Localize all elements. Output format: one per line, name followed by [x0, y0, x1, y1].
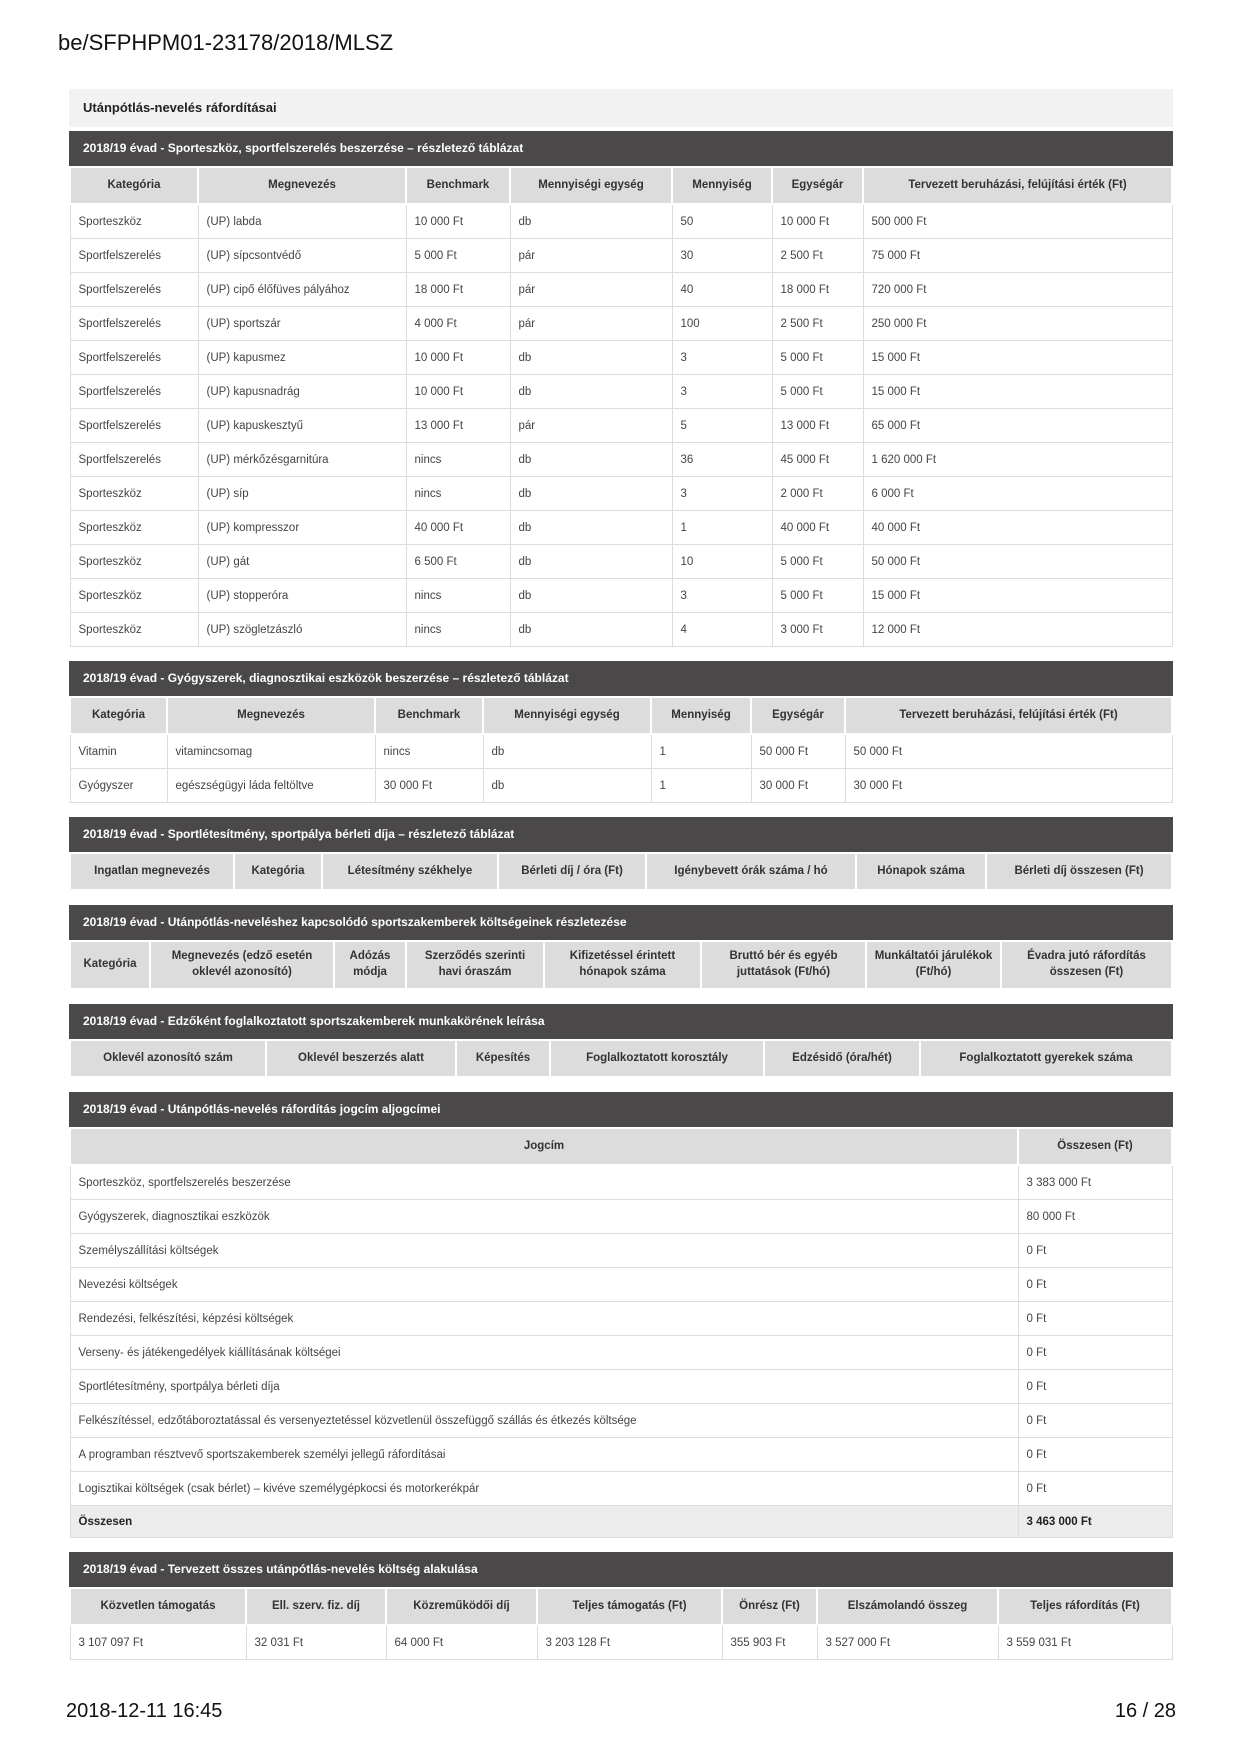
- table-cell: 30 000 Ft: [845, 769, 1172, 803]
- table-cell: (UP) stopperóra: [198, 579, 406, 613]
- table-cell: 50: [672, 204, 772, 239]
- table-cell: 2 500 Ft: [772, 239, 863, 273]
- table-cell: 40 000 Ft: [863, 511, 1172, 545]
- table-cell: (UP) síp: [198, 477, 406, 511]
- table-row: [70, 341, 1172, 375]
- column-header: Jogcím: [70, 1128, 1018, 1165]
- table-cell: Sportfelszerelés: [70, 409, 198, 443]
- table-header-row: [70, 697, 1172, 734]
- table-cell: (UP) cipő élőfüves pályához: [198, 273, 406, 307]
- table-cell: 12 000 Ft: [863, 613, 1172, 647]
- table-row: [70, 1302, 1172, 1336]
- section-medical: [69, 661, 1173, 803]
- column-header: Benchmark: [375, 697, 483, 734]
- column-header: Megnevezés (edző esetén oklevél azonosító): [150, 941, 334, 989]
- table-cell: Felkészítéssel, edzőtáboroztatással és versenyeztetéssel közvetlenül összefüggő szállás és étkezés költsége: [70, 1404, 1018, 1438]
- rental-table: [69, 852, 1173, 891]
- column-header: Adózás módja: [334, 941, 406, 989]
- table-cell: 2 500 Ft: [772, 307, 863, 341]
- table-cell: (UP) kapusnadrág: [198, 375, 406, 409]
- section-title: 2018/19 évad - Sportlétesítmény, sportpálya bérleti díja – részletező táblázat: [69, 817, 1173, 852]
- table-cell: 80 000 Ft: [1018, 1200, 1172, 1234]
- table-header-row: [70, 941, 1172, 989]
- table-cell: 36: [672, 443, 772, 477]
- table-cell: 3: [672, 375, 772, 409]
- table-cell: (UP) sportszár: [198, 307, 406, 341]
- table-cell: 1: [651, 769, 751, 803]
- total-label: Összesen: [70, 1506, 1018, 1538]
- table-cell: 0 Ft: [1018, 1268, 1172, 1302]
- column-header: Teljes támogatás (Ft): [537, 1588, 722, 1625]
- table-cell: 10 000 Ft: [772, 204, 863, 239]
- table-cell: nincs: [375, 734, 483, 769]
- table-row: [70, 1472, 1172, 1506]
- table-cell: 75 000 Ft: [863, 239, 1172, 273]
- page-title: Utánpótlás-nevelés ráfordításai: [69, 89, 1173, 127]
- table-header-row: [70, 1128, 1172, 1165]
- table-cell: vitamincsomag: [167, 734, 375, 769]
- page-number: 16 / 28: [1114, 1700, 1176, 1722]
- table-row: [70, 1234, 1172, 1268]
- table-row: [70, 409, 1172, 443]
- column-header: Tervezett beruházási, felújítási érték (Ft): [845, 697, 1172, 734]
- table-cell: 50 000 Ft: [845, 734, 1172, 769]
- table-cell: 65 000 Ft: [863, 409, 1172, 443]
- column-header: Közreműködői díj: [386, 1588, 537, 1625]
- table-header-row: [70, 1588, 1172, 1625]
- table-cell: pár: [510, 409, 672, 443]
- table-cell: Gyógyszer: [70, 769, 167, 803]
- column-header: Kifizetéssel érintett hónapok száma: [544, 941, 701, 989]
- column-header: Foglalkoztatott gyerekek száma: [920, 1040, 1172, 1077]
- table-header-row: [70, 1040, 1172, 1077]
- table-cell: Sportfelszerelés: [70, 273, 198, 307]
- table-cell: A programban résztvevő sportszakemberek személyi jellegű ráfordításai: [70, 1438, 1018, 1472]
- column-header: Mennyiség: [651, 697, 751, 734]
- table-cell: nincs: [406, 443, 510, 477]
- table-row: [70, 375, 1172, 409]
- column-header: Igénybevett órák száma / hó: [646, 853, 856, 890]
- table-cell: Sportfelszerelés: [70, 375, 198, 409]
- column-header: Ell. szerv. fiz. díj: [246, 1588, 386, 1625]
- table-cell: 3 000 Ft: [772, 613, 863, 647]
- table-cell: 40 000 Ft: [406, 511, 510, 545]
- column-header: Benchmark: [406, 167, 510, 204]
- section-planned-total: [69, 1552, 1173, 1660]
- table-cell: 10 000 Ft: [406, 375, 510, 409]
- table-cell: Sportlétesítmény, sportpálya bérleti díja: [70, 1370, 1018, 1404]
- table-cell: 3: [672, 341, 772, 375]
- column-header: Bérleti díj / óra (Ft): [498, 853, 646, 890]
- table-cell: 50 000 Ft: [751, 734, 845, 769]
- table-cell: db: [510, 375, 672, 409]
- table-cell: 50 000 Ft: [863, 545, 1172, 579]
- table-cell: (UP) sípcsontvédő: [198, 239, 406, 273]
- table-cell: 15 000 Ft: [863, 341, 1172, 375]
- column-header: Képesítés: [456, 1040, 550, 1077]
- table-cell: nincs: [406, 613, 510, 647]
- column-header: Kategória: [70, 167, 198, 204]
- table-row: [70, 477, 1172, 511]
- table-cell: Vitamin: [70, 734, 167, 769]
- table-cell: 0 Ft: [1018, 1336, 1172, 1370]
- table-cell: Sportfelszerelés: [70, 443, 198, 477]
- table-cell: (UP) kapusmez: [198, 341, 406, 375]
- table-cell: 13 000 Ft: [406, 409, 510, 443]
- table-cell: pár: [510, 239, 672, 273]
- table-cell: db: [483, 734, 651, 769]
- table-cell: 0 Ft: [1018, 1438, 1172, 1472]
- section-rental: [69, 817, 1173, 891]
- column-header: Elszámolandó összeg: [817, 1588, 998, 1625]
- table-cell: db: [510, 613, 672, 647]
- planned-total-table: [69, 1587, 1173, 1660]
- column-header: Foglalkoztatott korosztály: [550, 1040, 764, 1077]
- table-cell: 0 Ft: [1018, 1370, 1172, 1404]
- table-cell: (UP) gát: [198, 545, 406, 579]
- table-header-row: [70, 853, 1172, 890]
- table-cell: 3: [672, 477, 772, 511]
- column-header: Bruttó bér és egyéb juttatások (Ft/hó): [701, 941, 866, 989]
- table-cell: pár: [510, 273, 672, 307]
- table-cell: Sporteszköz: [70, 204, 198, 239]
- total-row: [70, 1506, 1172, 1538]
- column-header: Tervezett beruházási, felújítási érték (Ft): [863, 167, 1172, 204]
- table-cell: 5: [672, 409, 772, 443]
- table-cell: Nevezési költségek: [70, 1268, 1018, 1302]
- content: [69, 89, 1173, 1674]
- table-row: [70, 443, 1172, 477]
- table-row: [70, 1370, 1172, 1404]
- table-cell: 15 000 Ft: [863, 579, 1172, 613]
- table-cell: Sporteszköz: [70, 477, 198, 511]
- table-row: [70, 734, 1172, 769]
- table-cell: 45 000 Ft: [772, 443, 863, 477]
- table-row: [70, 239, 1172, 273]
- column-header: Ingatlan megnevezés: [70, 853, 234, 890]
- table-cell: 10 000 Ft: [406, 341, 510, 375]
- coach-roles-table: [69, 1039, 1173, 1078]
- table-cell: 13 000 Ft: [772, 409, 863, 443]
- table-cell: db: [510, 579, 672, 613]
- column-header: Mennyiségi egység: [510, 167, 672, 204]
- column-header: Mennyiségi egység: [483, 697, 651, 734]
- table-cell: 720 000 Ft: [863, 273, 1172, 307]
- table-cell: 5 000 Ft: [772, 341, 863, 375]
- column-header: Létesítmény székhelye: [322, 853, 498, 890]
- table-cell: 355 903 Ft: [722, 1625, 817, 1660]
- table-cell: 3 203 128 Ft: [537, 1625, 722, 1660]
- section-subtitles: [69, 1092, 1173, 1538]
- column-header: Bérleti díj összesen (Ft): [986, 853, 1172, 890]
- table-cell: 18 000 Ft: [772, 273, 863, 307]
- table-cell: nincs: [406, 477, 510, 511]
- column-header: Összesen (Ft): [1018, 1128, 1172, 1165]
- table-cell: 500 000 Ft: [863, 204, 1172, 239]
- table-cell: nincs: [406, 579, 510, 613]
- table-cell: 3 527 000 Ft: [817, 1625, 998, 1660]
- table-cell: Személyszállítási költségek: [70, 1234, 1018, 1268]
- staff-costs-table: [69, 940, 1173, 990]
- table-cell: db: [510, 204, 672, 239]
- section-title: 2018/19 évad - Utánpótlás-neveléshez kapcsolódó sportszakemberek költségeinek részletezése: [69, 905, 1173, 940]
- section-coach-roles: [69, 1004, 1173, 1078]
- table-cell: 3 107 097 Ft: [70, 1625, 246, 1660]
- table-cell: 64 000 Ft: [386, 1625, 537, 1660]
- table-cell: 0 Ft: [1018, 1472, 1172, 1506]
- table-cell: 3: [672, 579, 772, 613]
- table-cell: db: [510, 341, 672, 375]
- table-cell: 5 000 Ft: [406, 239, 510, 273]
- table-cell: 0 Ft: [1018, 1404, 1172, 1438]
- table-cell: db: [483, 769, 651, 803]
- table-cell: 40 000 Ft: [772, 511, 863, 545]
- table-cell: pár: [510, 307, 672, 341]
- table-cell: 1: [651, 734, 751, 769]
- column-header: Megnevezés: [198, 167, 406, 204]
- medical-table: [69, 696, 1173, 803]
- table-cell: 32 031 Ft: [246, 1625, 386, 1660]
- table-row: [70, 769, 1172, 803]
- section-title: 2018/19 évad - Tervezett összes utánpótlás-nevelés költség alakulása: [69, 1552, 1173, 1587]
- table-cell: 1 620 000 Ft: [863, 443, 1172, 477]
- section-title: 2018/19 évad - Gyógyszerek, diagnosztikai eszközök beszerzése – részletező táblázat: [69, 661, 1173, 696]
- table-row: [70, 579, 1172, 613]
- column-header: Kategória: [234, 853, 322, 890]
- table-cell: 6 500 Ft: [406, 545, 510, 579]
- column-header: Munkáltatói járulékok (Ft/hó): [866, 941, 1001, 989]
- table-row: [70, 1200, 1172, 1234]
- table-row: [70, 273, 1172, 307]
- document-id: be/SFPHPM01-23178/2018/MLSZ: [58, 30, 394, 55]
- table-cell: db: [510, 443, 672, 477]
- table-cell: Sporteszköz: [70, 511, 198, 545]
- table-cell: 250 000 Ft: [863, 307, 1172, 341]
- table-cell: Sporteszköz, sportfelszerelés beszerzése: [70, 1165, 1018, 1200]
- column-header: Egységár: [751, 697, 845, 734]
- table-cell: Sporteszköz: [70, 613, 198, 647]
- table-cell: (UP) kompresszor: [198, 511, 406, 545]
- table-cell: 6 000 Ft: [863, 477, 1172, 511]
- column-header: Hónapok száma: [856, 853, 986, 890]
- column-header: Közvetlen támogatás: [70, 1588, 246, 1625]
- equipment-rows: [70, 204, 1172, 647]
- table-cell: egészségügyi láda feltöltve: [167, 769, 375, 803]
- table-row: [70, 1268, 1172, 1302]
- column-header: Kategória: [70, 697, 167, 734]
- table-header-row: [70, 167, 1172, 204]
- table-cell: 2 000 Ft: [772, 477, 863, 511]
- table-cell: 5 000 Ft: [772, 579, 863, 613]
- table-row: [70, 545, 1172, 579]
- subtitles-table: [69, 1127, 1173, 1538]
- column-header: Évadra jutó ráfordítás összesen (Ft): [1001, 941, 1172, 989]
- table-cell: 18 000 Ft: [406, 273, 510, 307]
- section-equipment: [69, 131, 1173, 647]
- table-cell: db: [510, 511, 672, 545]
- table-cell: (UP) labda: [198, 204, 406, 239]
- table-row: [70, 1336, 1172, 1370]
- table-cell: Sportfelszerelés: [70, 239, 198, 273]
- subtitles-rows: [70, 1165, 1172, 1506]
- column-header: Oklevél azonosító szám: [70, 1040, 266, 1077]
- table-row: [70, 1404, 1172, 1438]
- table-cell: 10: [672, 545, 772, 579]
- table-cell: 4 000 Ft: [406, 307, 510, 341]
- table-cell: Sportfelszerelés: [70, 307, 198, 341]
- table-cell: 1: [672, 511, 772, 545]
- column-header: Megnevezés: [167, 697, 375, 734]
- table-cell: Logisztikai költségek (csak bérlet) – kivéve személygépkocsi és motorkerékpár: [70, 1472, 1018, 1506]
- table-cell: 40: [672, 273, 772, 307]
- table-cell: db: [510, 545, 672, 579]
- table-cell: 5 000 Ft: [772, 375, 863, 409]
- table-row: [70, 307, 1172, 341]
- column-header: Önrész (Ft): [722, 1588, 817, 1625]
- table-cell: 100: [672, 307, 772, 341]
- column-header: Kategória: [70, 941, 150, 989]
- table-cell: Gyógyszerek, diagnosztikai eszközök: [70, 1200, 1018, 1234]
- planned-total-rows: [70, 1625, 1172, 1660]
- section-title: 2018/19 évad - Sporteszköz, sportfelszerelés beszerzése – részletező táblázat: [69, 131, 1173, 166]
- table-cell: Verseny- és játékengedélyek kiállításának költségei: [70, 1336, 1018, 1370]
- column-header: Edzésidő (óra/hét): [764, 1040, 920, 1077]
- table-cell: 15 000 Ft: [863, 375, 1172, 409]
- table-cell: 3 559 031 Ft: [998, 1625, 1172, 1660]
- section-title: 2018/19 évad - Edzőként foglalkoztatott sportszakemberek munkakörének leírása: [69, 1004, 1173, 1039]
- table-cell: 30 000 Ft: [375, 769, 483, 803]
- footer-date: 2018-12-11 16:45: [66, 1700, 223, 1722]
- table-cell: 4: [672, 613, 772, 647]
- table-cell: Sporteszköz: [70, 545, 198, 579]
- column-header: Mennyiség: [672, 167, 772, 204]
- table-cell: 0 Ft: [1018, 1302, 1172, 1336]
- table-row: [70, 1165, 1172, 1200]
- table-row: [70, 1438, 1172, 1472]
- equipment-table: [69, 166, 1173, 647]
- table-cell: db: [510, 477, 672, 511]
- table-cell: 3 383 000 Ft: [1018, 1165, 1172, 1200]
- table-cell: (UP) mérkőzésgarnitúra: [198, 443, 406, 477]
- table-cell: (UP) kapuskesztyű: [198, 409, 406, 443]
- table-cell: 10 000 Ft: [406, 204, 510, 239]
- column-header: Oklevél beszerzés alatt: [266, 1040, 456, 1077]
- column-header: Egységár: [772, 167, 863, 204]
- table-cell: Sporteszköz: [70, 579, 198, 613]
- table-row: [70, 511, 1172, 545]
- section-staff-costs: [69, 905, 1173, 990]
- table-row: [70, 204, 1172, 239]
- column-header: Szerződés szerinti havi óraszám: [406, 941, 544, 989]
- table-cell: 5 000 Ft: [772, 545, 863, 579]
- section-title: 2018/19 évad - Utánpótlás-nevelés ráfordítás jogcím aljogcímei: [69, 1092, 1173, 1127]
- table-cell: 0 Ft: [1018, 1234, 1172, 1268]
- table-row: [70, 1625, 1172, 1660]
- table-cell: 30 000 Ft: [751, 769, 845, 803]
- column-header: Teljes ráfordítás (Ft): [998, 1588, 1172, 1625]
- total-value: 3 463 000 Ft: [1018, 1506, 1172, 1538]
- table-cell: Sportfelszerelés: [70, 341, 198, 375]
- medical-rows: [70, 734, 1172, 803]
- table-cell: Rendezési, felkészítési, képzési költségek: [70, 1302, 1018, 1336]
- table-cell: 30: [672, 239, 772, 273]
- table-row: [70, 613, 1172, 647]
- table-cell: (UP) szögletzászló: [198, 613, 406, 647]
